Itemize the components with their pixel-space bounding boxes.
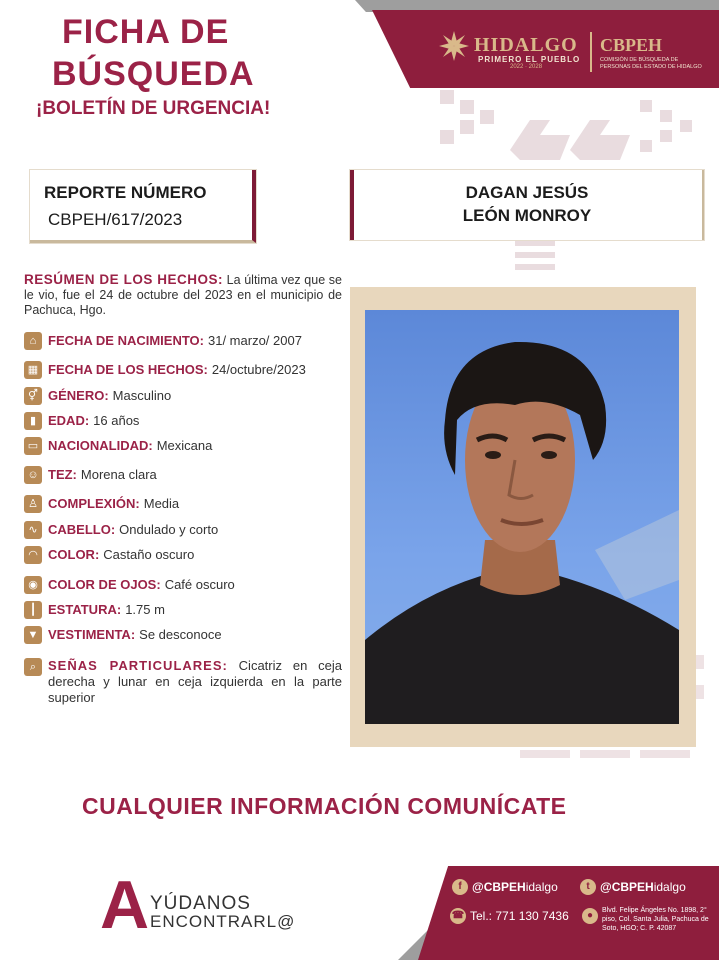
call-to-action: CUALQUIER INFORMACIÓN COMUNÍCATE: [82, 793, 567, 819]
fact-key: COLOR:: [48, 547, 100, 562]
phone-link[interactable]: [450, 908, 569, 924]
fact-key: CABELLO:: [48, 522, 116, 537]
fact-value: Media: [143, 496, 180, 511]
fact-value: Se desconoce: [139, 627, 222, 642]
fact-value: Masculino: [112, 388, 172, 403]
fact-hair: [24, 522, 344, 539]
fact-value: 16 años: [93, 413, 140, 428]
facebook-icon: f: [452, 879, 468, 895]
fact-hair-color: [24, 547, 344, 564]
person-name-line-1: DAGAN JESÚS: [465, 183, 589, 202]
person-portrait-illustration: [365, 310, 679, 724]
gender-icon: ⚥: [24, 387, 42, 405]
brand-separator: [590, 32, 592, 72]
shirt-icon: ▼: [24, 626, 42, 644]
brand-years: 2022 · 2028: [510, 64, 543, 70]
fact-value: Cicatriz en ceja derecha y lunar en ceja izquierda en la parte superior: [48, 658, 342, 705]
phone-icon: ☎: [450, 908, 466, 924]
magnifier-icon: ⌕: [24, 658, 42, 676]
person-name-line-2: LEÓN MONROY: [462, 206, 592, 225]
hidalgo-star-logo-icon: [438, 30, 470, 62]
hair-icon: ∿: [24, 521, 42, 539]
face-profile-icon: ☺: [24, 466, 42, 484]
id-card-icon: ▭: [24, 437, 42, 455]
fact-key: COLOR DE OJOS:: [48, 577, 161, 592]
report-number-value: CBPEH/617/2023: [48, 210, 183, 229]
ayudanos-line-1: YÚDANOS: [150, 893, 251, 914]
fact-birthdate: [24, 333, 344, 350]
fact-nationality: [24, 438, 344, 455]
fact-age: [24, 413, 344, 430]
phone-number: Tel.: 771 130 7436: [470, 909, 569, 923]
fact-key: FECHA DE NACIMIENTO:: [48, 333, 204, 348]
fact-key: VESTIMENTA:: [48, 627, 136, 642]
fact-key: ESTATURA:: [48, 602, 122, 617]
fact-value: Mexicana: [156, 438, 213, 453]
fact-value: Morena clara: [80, 467, 157, 482]
location-pin-icon: ●: [582, 908, 598, 924]
fact-skin-tone: [24, 467, 344, 484]
fact-build: [24, 496, 344, 513]
fact-value: Ondulado y corto: [119, 522, 219, 537]
fact-value: Castaño oscuro: [103, 547, 195, 562]
twitter-link[interactable]: [580, 879, 686, 895]
cake-icon: ⌂: [24, 332, 42, 350]
facebook-handle-rest: idalgo: [525, 880, 558, 894]
twitter-handle-rest: idalgo: [653, 880, 686, 894]
ayudanos-line-2: ENCONTRARL@: [150, 912, 296, 931]
body-icon: ♙: [24, 495, 42, 513]
twitter-icon: t: [580, 879, 596, 895]
eye-icon: ◉: [24, 576, 42, 594]
urgent-subtitle: ¡BOLETÍN DE URGENCIA!: [36, 98, 271, 119]
fact-key: NACIONALIDAD:: [48, 438, 153, 453]
fact-key: EDAD:: [48, 413, 90, 428]
calendar-icon: ▦: [24, 361, 42, 379]
report-number-label: REPORTE NÚMERO: [44, 183, 207, 202]
person-name: [356, 181, 698, 227]
brand-cbpeh-description: COMISIÓN DE BÚSQUEDA DE PERSONAS DEL ESTADO DE HIDALGO: [600, 57, 702, 70]
brand-lema: PRIMERO EL PUEBLO: [478, 55, 581, 64]
facebook-link[interactable]: [452, 879, 558, 895]
fact-value: 24/octubre/2023: [211, 362, 306, 377]
fact-key: GÉNERO:: [48, 388, 109, 403]
fact-value: 1.75 m: [125, 602, 165, 617]
age-bars-icon: ▮: [24, 412, 42, 430]
fact-gender: [24, 388, 344, 405]
brand-hidalgo: HIDALGO: [474, 34, 578, 56]
address: Blvd. Felipe Ángeles No. 1898, 2° piso, Col. Santa Julia, Pachuca de Soto, HGO; C. P. 42087: [602, 907, 709, 932]
fact-key: SEÑAS PARTICULARES:: [48, 658, 228, 673]
fact-value: 31/ marzo/ 2007: [208, 333, 302, 348]
ayudanos-logo-letter: A: [100, 867, 150, 943]
summary-text: La última vez que se le vio, fue el 24 de octubre del 2023 en el municipio de Pachuca, Hgo.: [24, 273, 342, 317]
brand-cbpeh: CBPEH: [600, 35, 663, 55]
fact-event-date: [24, 362, 344, 379]
distinguishing-marks-text: [48, 658, 342, 706]
report-number-box: [30, 170, 256, 243]
title-line-1: FICHA DE: [62, 13, 230, 51]
fact-key: TEZ:: [48, 467, 77, 482]
summary-label: RESÚMEN DE LOS HECHOS:: [24, 272, 224, 287]
fact-eye-color: [24, 577, 344, 594]
person-photo: [365, 310, 679, 724]
fact-key: FECHA DE LOS HECHOS:: [48, 362, 208, 377]
summary-of-facts: [24, 272, 342, 318]
twitter-handle-bold: @CBPEH: [600, 880, 654, 894]
ruler-icon: ┃: [24, 601, 42, 619]
fact-value: Café oscuro: [164, 577, 235, 592]
title-line-2: BÚSQUEDA: [52, 55, 255, 93]
fact-clothing: [24, 627, 344, 644]
fact-distinguishing-marks: [24, 658, 342, 706]
facebook-handle-bold: @CBPEH: [472, 880, 526, 894]
hair-color-icon: ◠: [24, 546, 42, 564]
fact-height: [24, 602, 344, 619]
fact-key: COMPLEXIÓN:: [48, 496, 140, 511]
